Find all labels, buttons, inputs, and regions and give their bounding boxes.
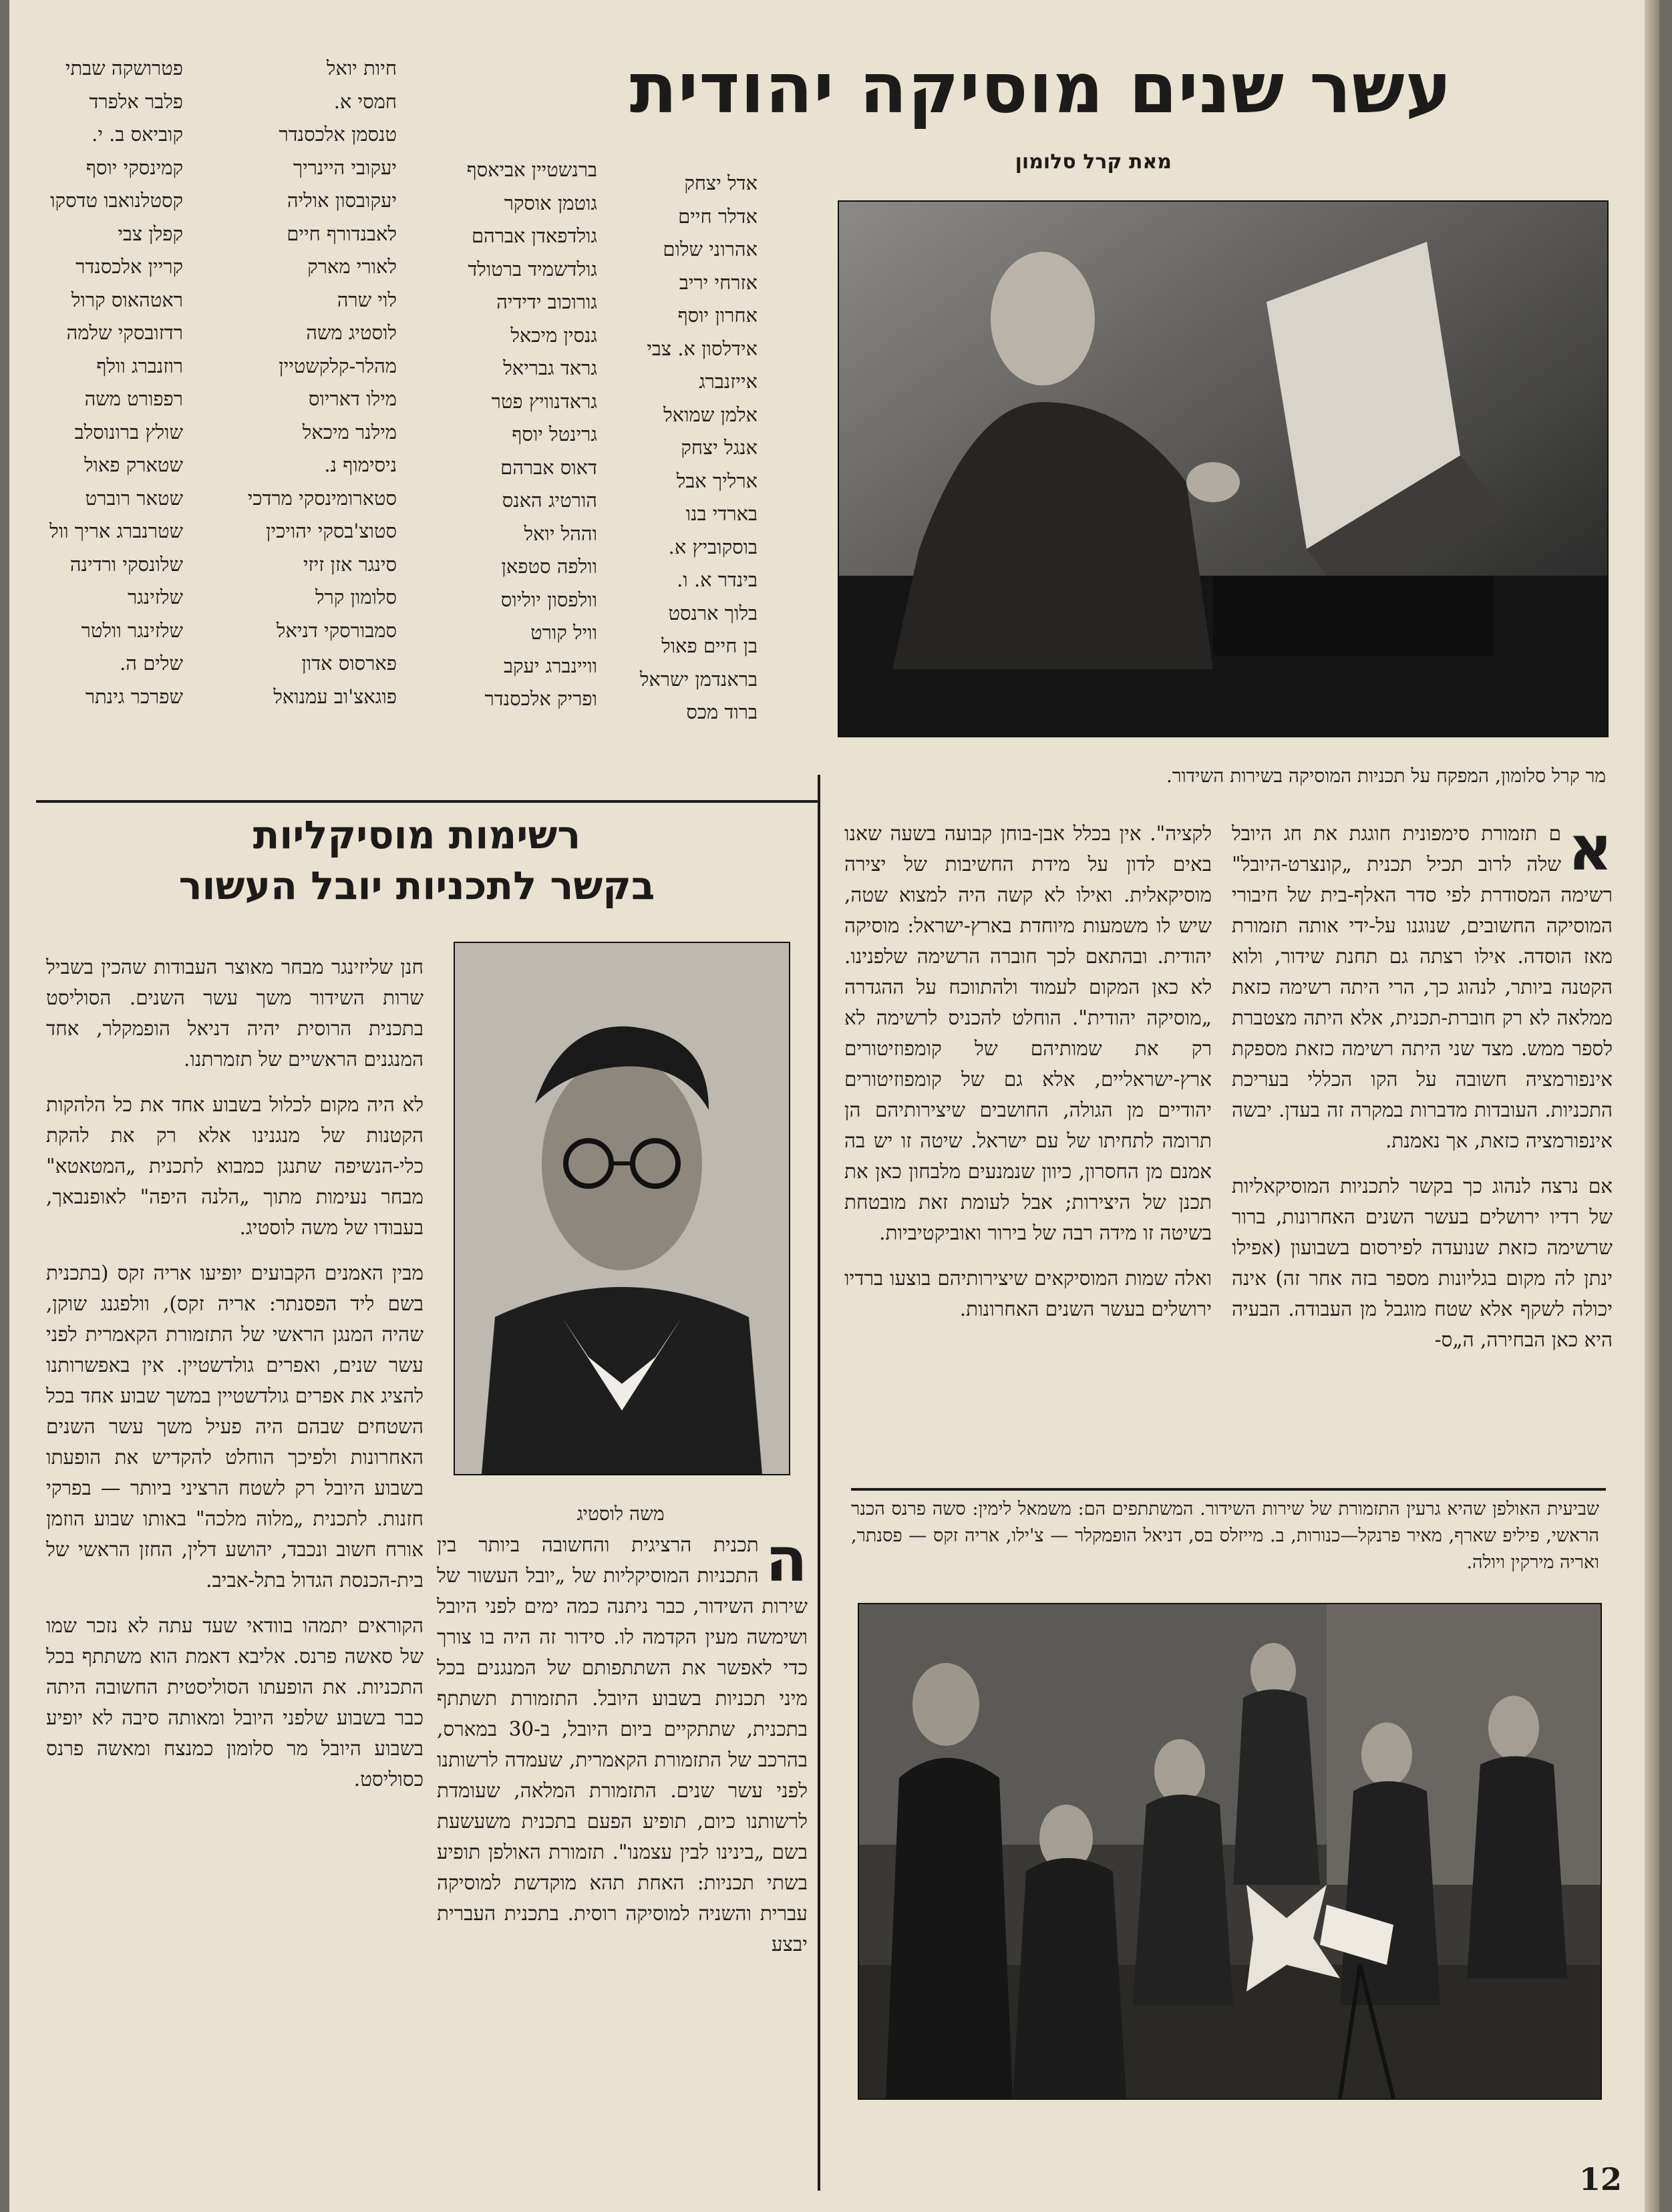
- composer-name: יעקובסון אוליה: [287, 189, 397, 212]
- composer-name: רדזובסקי שלמה: [66, 321, 183, 344]
- article-paragraph: הקוראים יתמהו בוודאי שעד עתה לא נזכר שמו של סאשה פרנס. אליבא דאמת הוא משתתף בכל התכניות. את הופעתו הסוליסטית החשובה היתה כבר בשבוע שלפני היובל ומאותה סיבה לא יופיע בשבוע היובל מר סלומון כמנצח ומאשה פרנס כסוליסט.: [46, 1614, 424, 1791]
- composer-name: סטארומינסקי מרדכי: [247, 486, 397, 510]
- composer-name: סלומון קרל: [315, 586, 397, 608]
- composer-name: יעקובי היינריך: [293, 156, 397, 179]
- composer-name: וויינברג יעקב: [503, 654, 597, 677]
- composer-list-col2: [410, 154, 597, 716]
- composer-name: גורוכוב ידידיה: [496, 291, 597, 313]
- article-paragraph: לקציה". אין בכלל אבן-בוחן קבועה בשעה שאנו באים לדון על מידת החשיבות של יצירה מוסיקאלית. ואילו לא קשה היה למצוא שטה, שיש לו משמעות מיוחדת בארץ-ישראל: מוסיקה יהודית. ובהתאם לכך חוברה הרשימה שלפנינו. לא כאן המקום לעמוד ולהתווכח על ההגדרה „מוסיקה יהודית". הוחלט להכניס לרשימה לא רק את שמותיהם של קומפוזיטורים ארץ-ישראליים, אלא גם של קומפוזיטורים יהודיים מן הגולה, החושבים שיצירותיהם הן תרומה לתחיתו של עם ישראל. שיטה זו יש בה אמנם מן החסרון, כיוון שנמנעים מלבחון כאן את תכנן של היצירות; אבל לעומת זאת מובטחת בשיטה זו מידה רבה של בירור ואוביקטיביות.: [844, 822, 1212, 1244]
- composer-name: ברוד מכס: [686, 701, 758, 723]
- composer-name: קמינסקי יוסף: [86, 156, 183, 179]
- composer-name: סטוצ'בסקי יהויכין: [266, 520, 397, 542]
- composer-name: פטרושקה שבתי: [65, 57, 183, 79]
- composer-name: אנגל יצחק: [681, 436, 758, 459]
- column-divider: [818, 775, 820, 2191]
- magazine-page: [9, 0, 1659, 2212]
- composer-name: דאוס אברהם: [500, 455, 597, 479]
- composer-name: גולדשמיד ברטולד: [468, 257, 597, 281]
- composer-name: ראטהאוס קרול: [71, 288, 183, 311]
- article-column-middle: [844, 818, 1212, 1486]
- composer-name: אהרוני שלום: [663, 238, 758, 260]
- composer-name: רוזנברג וולף: [96, 354, 183, 377]
- composer-name: בוסקוביץ א.: [668, 535, 758, 558]
- ensemble-photo: [858, 1603, 1602, 2100]
- composer-name: בינדר א. ו.: [677, 568, 758, 591]
- composer-name: אלמן שמואל: [663, 403, 758, 426]
- article-paragraph: מבין האמנים הקבועים יופיעו אריה זקס (בתכנית בשם ליד הפסנתר: אריה זקס), וולפגנג שוקן, שהיה המנגן הראשי של התזמורת הקאמרית לפני עשר שנים, ואפרים גולדשטיין. אין באפשרותנו להציג את אפרים גולדשטיין במשך שבוע אחד בכל השטחים שבהם היה פעיל משך עשר השנים האחרונות ולפיכך הוחלט להקדיש את הופעתו בשבוע היובל רק לשטח הרציני ביותר — בפרקי חזנות. לתכנית „מלוה מלכה" באותו שבוע הוזמן אורח חשוב ונכבד, יהושע דלין, החזן הראשי של בית-הכנסת הגדול בתל-אביב.: [46, 1262, 424, 1592]
- composer-name: אדלר חיים: [678, 204, 758, 228]
- composer-name: בלוך ארנסט: [668, 601, 758, 624]
- composer-name: אייזנברג: [699, 370, 758, 393]
- composer-name: חיות יואל: [326, 57, 397, 79]
- composer-name: טנסמן אלכסנדר: [279, 123, 397, 146]
- composer-name: שטרנברג אריך וול: [49, 520, 183, 542]
- composer-name: קסטלנואבו טדסקו: [50, 189, 183, 212]
- composer-name: שטארק פאול: [83, 453, 183, 476]
- composer-name: לאבנדורף חיים: [287, 222, 397, 245]
- article-column-right: [1232, 818, 1613, 1486]
- drop-cap-alef: א: [1568, 818, 1613, 884]
- composer-name: קריין אלכסנדר: [75, 255, 183, 278]
- composer-name: ברנשטיין אביאסף: [466, 158, 597, 181]
- article-paragraph: ואלה שמות המוסיקאים שיצירותיהם בוצעו ברדיו ירושלים בעשר השנים האחרונות.: [844, 1267, 1212, 1320]
- composer-list-col3: [230, 52, 397, 713]
- composer-name: לוי שרה: [337, 288, 397, 311]
- article-title: עשר שנים מוסיקה יהודית: [629, 47, 1452, 129]
- article-column-center-bottom: [437, 1529, 808, 2144]
- second-article-title: [49, 809, 784, 916]
- composer-name: שלזינגר וולטר: [81, 618, 183, 642]
- section-divider-left: [36, 800, 818, 803]
- composer-name: לאורי מארק: [307, 255, 397, 278]
- composer-name: גולדפאדן אברהם: [471, 224, 597, 247]
- article-paragraph: ם תזמורת סימפונית חוגגת את חג היובל שלה לרוב תכיל תכנית „קונצרט-היובל" רשימה המסודרת לפי סדר האלף-בית של חיבורי המוסיקה החשובים, שנוגנו על-ידי אותה תזמורת מאז הוסדה. אילו רצתה גם תחנת שידור, ולוא הקטנה ביותר, לנהוג כך, הרי היתה רשימה כזאת ממלאה לא רק חוברת-תכנית, אלא היתה מצטברת לספר ממש. מצד שני היתה רשימה כזאת מספקת אינפורמציה חשובה על הקו הכללי בעריכת התכניות. העובדות מדברות במקרה זה בעדן. יבשה אינפורמציה כזאת, אך נאמנת.: [1232, 822, 1613, 1152]
- article-byline: מאת קרל סלומון: [1015, 150, 1172, 174]
- composer-name: שלים ה.: [120, 652, 183, 675]
- composer-name: גראד גבריאל: [503, 357, 597, 379]
- lustig-portrait-caption: משה לוסטיג: [576, 1503, 665, 1525]
- composer-name: קפלן צבי: [118, 222, 183, 245]
- salomon-photo-caption: מר קרל סלומון, המפקח על תכניות המוסיקה בשירות השידור.: [1166, 765, 1606, 787]
- composer-name: סינגר אזן זיזי: [303, 552, 397, 576]
- article-paragraph: אם נרצה לנהוג כך בקשר לתכניות המוסיקאליות של רדיו ירושלים בעשר השנים האחרונות, ברור שרשימה כזאת שנועדה לפירסום בשבועון (אפילו ינתן לה מקום בגליונות מספר בזה אחר זה) אינה יכולה לשקף אלא שטח מוגבל מן העבודה. הבעיה היא כאן הבחירה, ה„ס-: [1232, 1175, 1613, 1351]
- composer-list-col4: [16, 52, 183, 713]
- composer-name: בראנדמן ישראל: [639, 667, 758, 691]
- composer-list-col1: [611, 167, 758, 729]
- composer-name: וולפה סטפאן: [501, 555, 597, 578]
- composer-name: לוסטיג משה: [306, 321, 397, 344]
- composer-name: וויל קורט: [530, 621, 597, 644]
- article-paragraph: תכנית הרציגית והחשובה ביותר בין התכניות המוסיקליות של „יובל העשור של שירות השידור, כבר ניתנה כמה ימים לפני היובל ושימשה מעין הקדמה לו. סידור זה היה בו צורך כדי לאפשר את השתתפותם של המנגנים בכל מיני תכניות בשבוע היובל. התזמורת תשתתף בתכנית, שתתקיים ביום היובל, ב-30 במארס, בהרכב של התזמורת הקאמרית, שעמדה לרשותנו לפני עשר שנים. התזמורת המלאה, שעומדת לרשותנו כיום, תופיע הפעם בתכנית משעשעת בשם „בינינו לבין עצמנו". תזמורת האולפן תופיע בשתי תכניות: האחת תהא מוקדשת למוסיקה עברית והשניה למוסיקה רוסית. בתכנית העברית יבצע: [437, 1533, 808, 1956]
- second-article-title-line2: בקשר לתכניות יובל העשור: [178, 863, 655, 908]
- article-paragraph: לא היה מקום לכלול בשבוע אחד את כל הלהקות הקטנות של מנגנינו אלא רק את להקת כלי-הנשיפה שתנגן כמבוא לתכנית „המטאטא" מבחר נעימות מתוך „הלנה היפה" לאופנבאך, בעבודו של משה לוסטיג.: [46, 1093, 424, 1239]
- page-number: 12: [1579, 2161, 1623, 2197]
- article-paragraph: חנן שליזינגר מבחר מאוצר העבודות שהכין בשביל שרות השידור משך עשר השנים. הסוליסט בתכנית הרוסית יהיה דניאל הופמקלר, אחד המנגנים הראשיים של תזמרתנו.: [46, 956, 424, 1071]
- ensemble-photo-caption: שביעית האולפן שהיא גרעין התזמורת של שירות השידור. המשתתפים הם: משמאל לימין: סשה פרנס הכנר הראשי, פיליפ שארף, מאיר פרנקל—כנורות, ב. מייזלס בס, דניאל הופמקלר — צ'ילו, אריה זקס — פסנתר, ואריה מירקין ויולה.: [851, 1499, 1599, 1573]
- composer-name: וההל יואל: [524, 522, 597, 545]
- composer-name: אדל יצחק: [684, 172, 758, 194]
- second-article-title-line1: רשימות מוסיקליות: [253, 812, 581, 858]
- salomon-photo: [838, 200, 1609, 737]
- composer-name: מהלר-קלקשטיין: [279, 354, 397, 377]
- composer-name: גנסין מיכאל: [510, 323, 597, 347]
- article-column-left: [46, 952, 424, 2147]
- composer-name: מילנר מיכאל: [302, 420, 397, 443]
- composer-name: וולפסון יוליוס: [500, 588, 597, 611]
- composer-name: שפרכר גינתר: [85, 685, 183, 708]
- composer-name: פלבר אלפרד: [89, 89, 183, 113]
- composer-name: גרינטל יוסף: [512, 423, 597, 445]
- composer-name: קוביאס ב. י.: [92, 123, 183, 146]
- composer-name: חמסי א.: [333, 89, 397, 113]
- lustig-portrait: [454, 942, 790, 1475]
- composer-name: מילו דאריוס: [308, 387, 397, 410]
- composer-name: רפפורט משה: [84, 387, 183, 410]
- composer-name: שלונסקי ורדינה: [69, 552, 183, 576]
- composer-name: גראדנוויץ פטר: [491, 389, 597, 413]
- page-edge: [1645, 0, 1659, 2212]
- composer-name: גוטמן אוסקר: [504, 191, 597, 214]
- section-divider-right: [851, 1488, 1606, 1491]
- composer-name: ופריק אלכסנדר: [484, 687, 597, 710]
- composer-name: ארליך אבל: [676, 469, 758, 492]
- composer-name: הורטיג האנס: [502, 489, 597, 512]
- composer-name: בן חיים פאול: [661, 634, 758, 657]
- composer-name: סמבורסקי דניאל: [276, 618, 397, 642]
- composer-name: שלזינגר: [127, 586, 183, 608]
- composer-name: פוגאצ'וב עמנואל: [273, 685, 397, 708]
- composer-name: ניסימוף נ.: [324, 453, 397, 476]
- composer-name: אחרון יוסף: [677, 304, 758, 327]
- composer-name: אזרחי יריב: [679, 270, 758, 294]
- composer-name: בארדי בנו: [685, 502, 758, 525]
- composer-name: פארסוס אדון: [301, 652, 397, 675]
- composer-name: אידלסון א. צבי: [647, 337, 758, 360]
- composer-name: שולץ ברונוסלב: [74, 420, 183, 443]
- drop-cap-he: ה: [765, 1529, 808, 1596]
- composer-name: שטאר רוברט: [85, 486, 183, 510]
